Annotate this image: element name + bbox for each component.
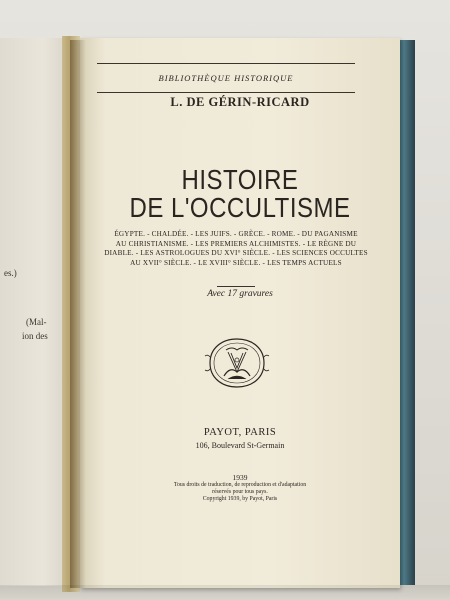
series-box	[97, 63, 355, 93]
engravings-note: Avec 17 gravures	[207, 289, 273, 299]
publisher-name: PAYOT, PARIS	[203, 427, 277, 438]
book-title-line-1: HISTOIRE	[181, 165, 299, 197]
book-title-line-2: DE L'OCCULTISME	[129, 193, 351, 225]
left-page-fragment: ion des	[22, 331, 48, 341]
divider-rule	[217, 286, 255, 287]
subtitle-line: DIABLE. - LES ASTROLOGUES DU XVI° SIÈCLE. - LES SCIENCES OCCULTES	[104, 249, 368, 257]
publisher-address: 106, Boulevard St-Germain	[195, 441, 285, 450]
left-page-fragment: (Mal-	[26, 317, 47, 327]
copyright-line: Copyright 1939, by Payot, Paris	[202, 495, 278, 502]
spine-shadow	[70, 40, 86, 588]
copyright-line: Tous droits de traduction, de reproduction et d'adaptation	[173, 482, 307, 488]
title-page	[80, 38, 400, 588]
table-surface-shadow	[0, 585, 450, 600]
contents-subtitle	[102, 230, 370, 268]
publication-year: 1939	[232, 473, 248, 482]
subtitle-line: AU XVII° SIÈCLE. - LE XVIII° SIÈCLE. - LES TEMPS ACTUELS	[130, 258, 342, 267]
copyright-line: réservés pour tous pays.	[212, 488, 268, 495]
publisher-emblem-icon	[204, 336, 270, 390]
subtitle-line: AU CHRISTIANISME. - LES PREMIERS ALCHIMISTES. - LE RÈGNE DU	[115, 239, 357, 248]
series-name: BIBLIOTHÈQUE HISTORIQUE	[158, 73, 294, 83]
subtitle-line: ÉGYPTE. - CHALDÉE. - LES JUIFS. - GRÈCE. - ROME. - DU PAGANISME	[114, 230, 358, 238]
copyright-notice	[80, 482, 400, 502]
left-page-fragment: es.)	[4, 268, 17, 278]
author-name: L. DE GÉRIN-RICARD	[170, 95, 310, 109]
